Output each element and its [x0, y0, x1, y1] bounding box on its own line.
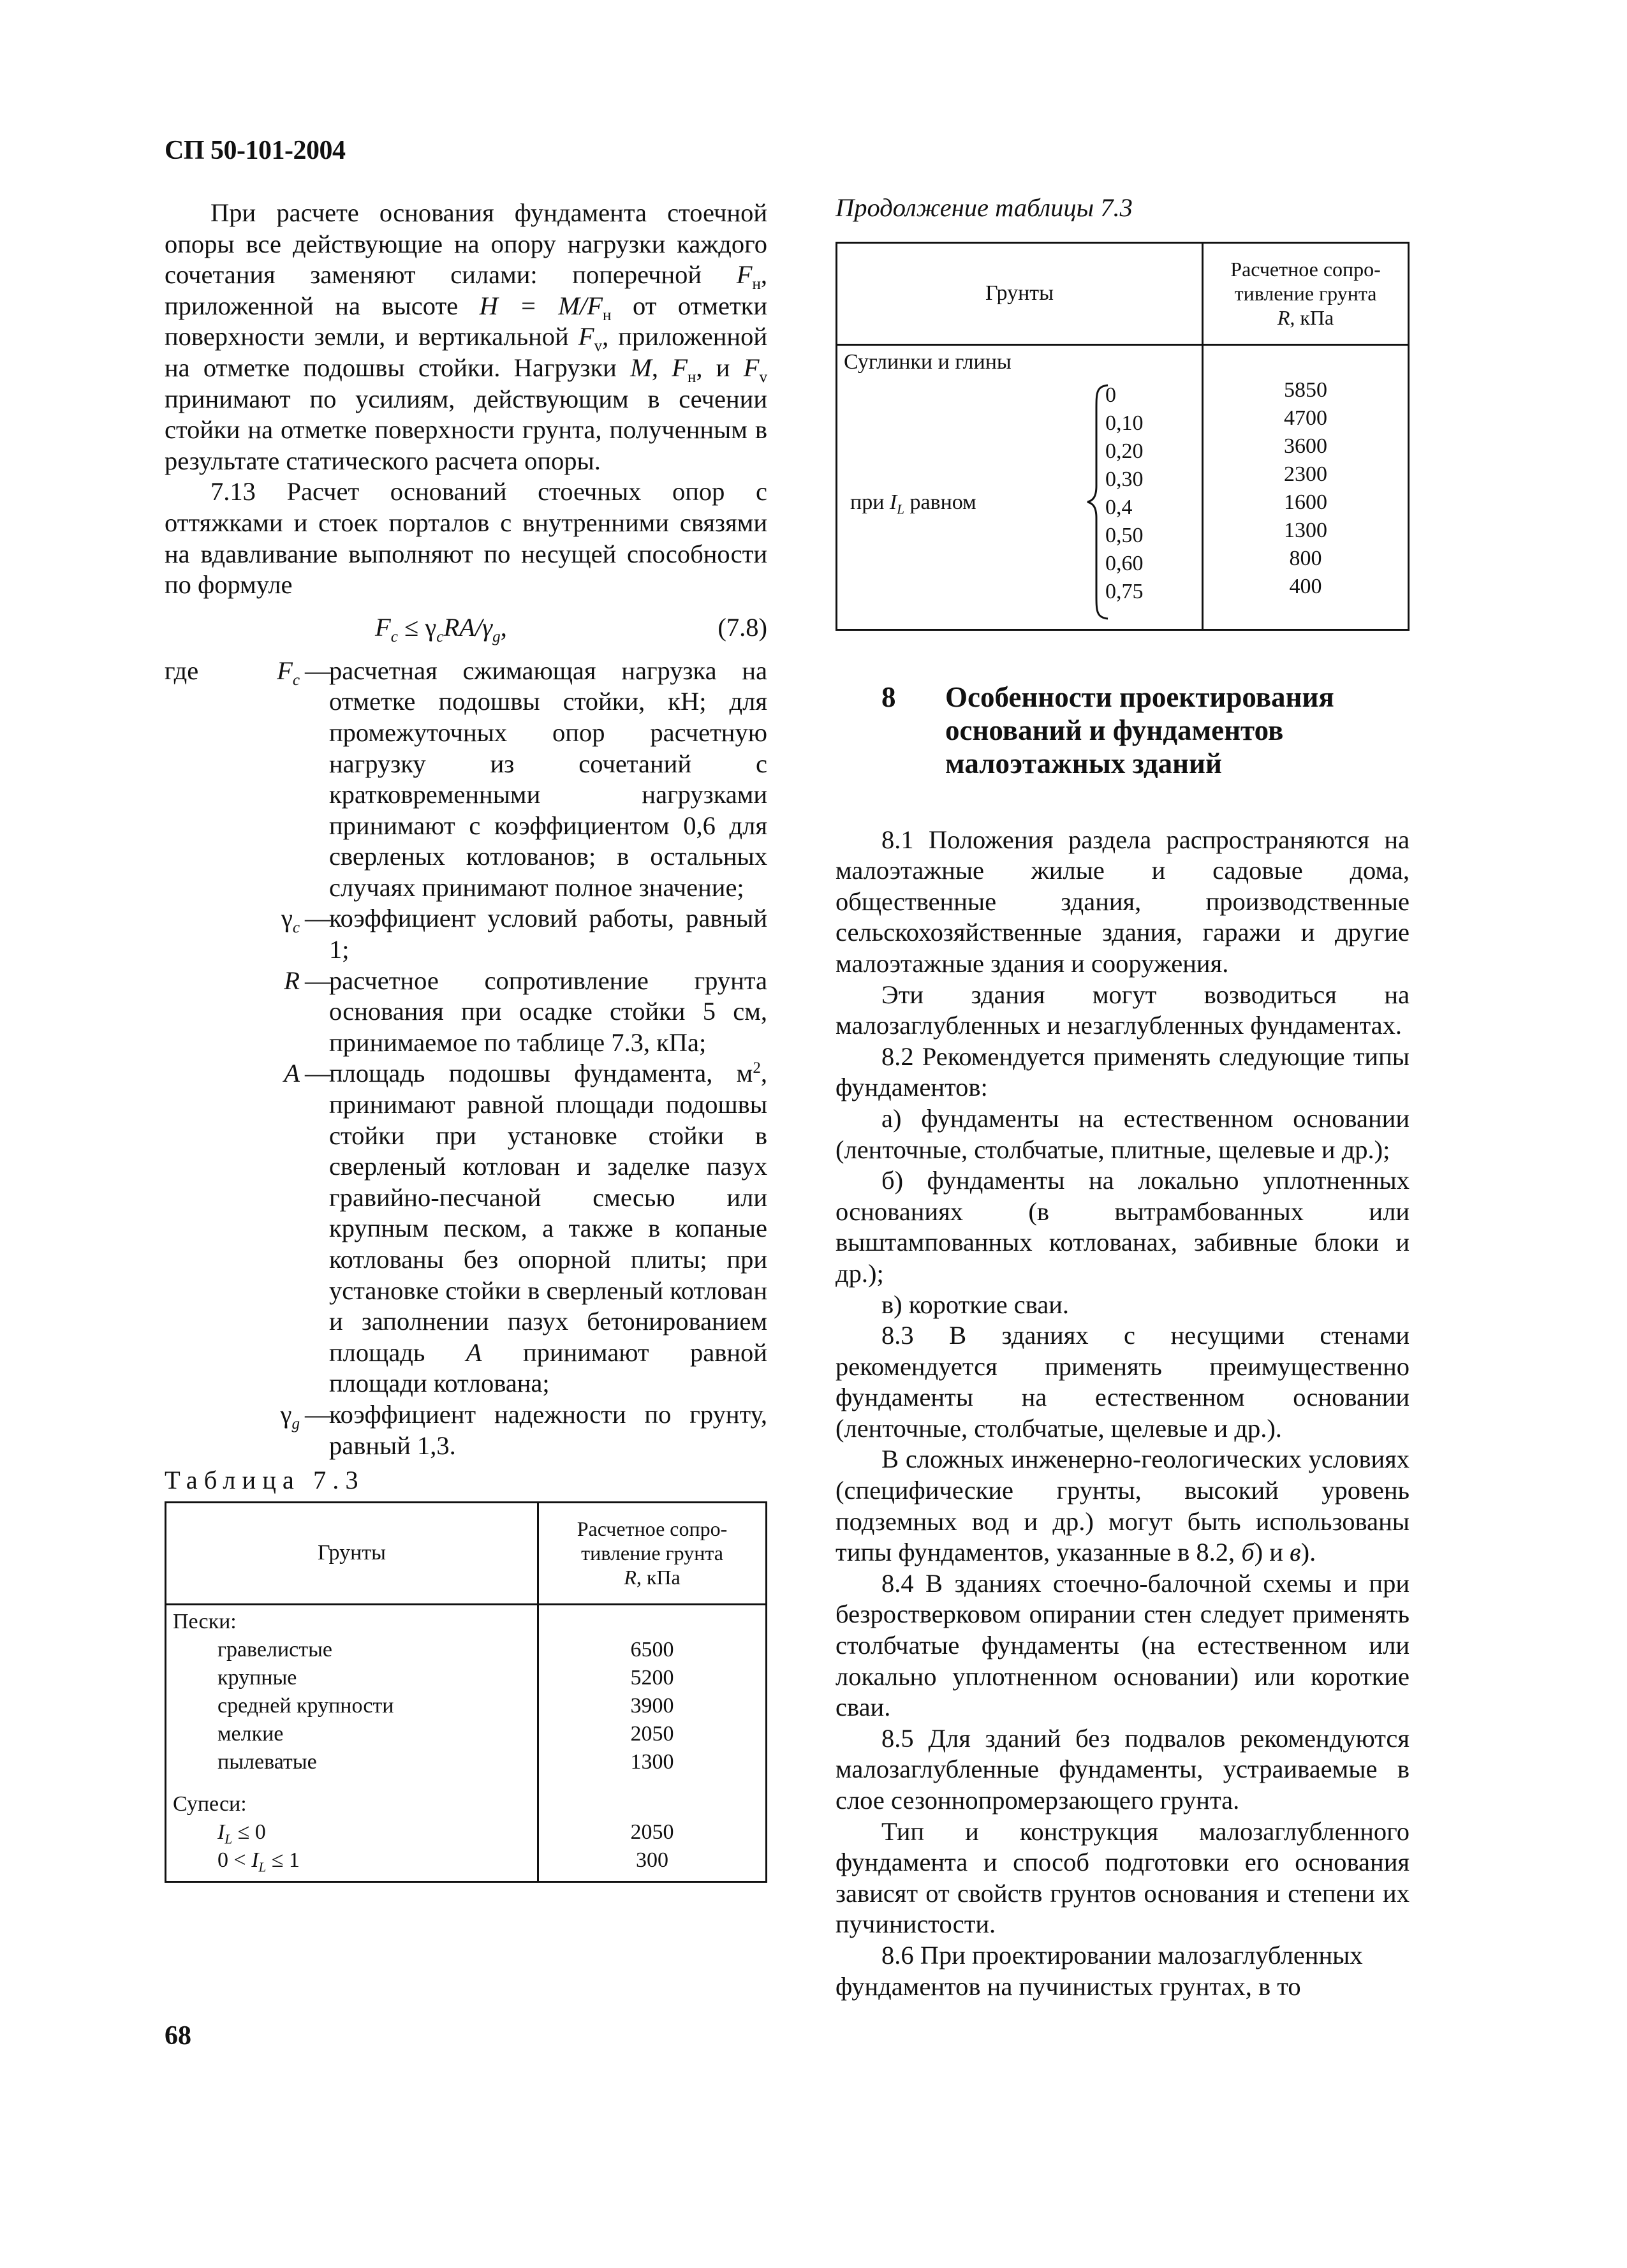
group-label: Пески:: [173, 1609, 237, 1633]
soil-type: мелкие: [217, 1721, 284, 1746]
definition-text: коэффициент условий работы, равный 1;: [329, 904, 767, 964]
section-title: Особенности проектирования оснований и фундаментов малоэтажных зданий: [945, 681, 1334, 779]
resistance-value: 1300: [1284, 518, 1328, 542]
table-7-3-continuation: [836, 242, 1410, 631]
formula-number: (7.8): [718, 612, 767, 642]
definitions-list: [165, 656, 767, 1461]
right-column: [836, 193, 1410, 2002]
resistance-value: 3900: [630, 1693, 674, 1718]
table-header-row: [166, 1502, 767, 1604]
resistance-value: 800: [1289, 546, 1322, 570]
resistance-value: 1600: [1284, 490, 1328, 514]
definition-text: расчетная сжимающая нагрузка на отметке подошвы стойки, кН; для промежуточных опор расчетную нагрузку из сочетаний с кратковременными нагрузками принимают с коэффициентом 0,6 для сверленых котлованов; в остальных случаях принимают полное значение;: [329, 656, 767, 902]
group-label: Суглинки и глины: [844, 350, 1012, 374]
list-item-8-2c: в) короткие сваи.: [881, 1290, 1070, 1319]
resistance-column: [538, 1604, 767, 1881]
resistance-column: [1203, 344, 1409, 630]
soil-type: крупные: [217, 1665, 297, 1690]
resistance-value: 6500: [630, 1637, 674, 1661]
section-8-heading: [836, 681, 1410, 780]
list-item-8-2b: б) фундаменты на локально уплотненных основаниях (в вытрамбованных или выштампованных котлованах, забивные блоки и др.);: [836, 1166, 1410, 1288]
paragraph-8-1b: Эти здания могут возводиться на малозаглубленных и незаглубленных фундаментах.: [836, 980, 1410, 1040]
list-item-8-2a: а) фундаменты на естественном основании (ленточные, столбчатые, плитные, щелевые и др.);: [836, 1103, 1410, 1164]
table-body-row: [837, 344, 1409, 630]
soil-type: $0 < I_L \le 1$: [217, 1848, 300, 1875]
definition-symbol: $\gamma_c$: [281, 904, 300, 937]
column-header-resistance: Расчетное сопро- тивление грунта R, кПа: [1203, 242, 1409, 344]
liquidity-index-values: 0 0,10 0,20 0,30 0,4 0,50 0,60 0,75: [1105, 383, 1144, 603]
column-header-soil: Грунты: [837, 242, 1203, 344]
soil-type: $I_L \le 0$: [217, 1820, 266, 1847]
resistance-value: 2300: [1284, 462, 1328, 486]
paragraph-pole-foundation: При расчете основания фундамента стоечной опоры все действующие на опору нагрузки каждого сочетания заменяют силами: поперечной $F_н$, приложенной на высоте $H = M/F_н$ от отметки поверхности земли, и вертикальной $F_v$, приложенной на отметке подошвы стойки. Нагрузки M, $F_н$, и $F_v$ принимают по усилиям, действующим в сечении стойки на отметке поверхности грунта, полученным в результате статического расчета опоры.: [165, 198, 768, 475]
resistance-value: 3600: [1284, 434, 1328, 458]
resistance-value: 2050: [630, 1721, 674, 1746]
table-7-3-title: Таблица 7.3: [165, 1466, 365, 1495]
resistance-value: 4700: [1284, 406, 1328, 430]
section-number: 8: [881, 681, 896, 713]
definition-symbol: R: [284, 966, 300, 995]
column-header-soil: Грунты: [166, 1502, 538, 1604]
definition-item: R — расчетное сопротивление грунта основания при осадке стойки 5 см, принимаемое по таблице 7.3, кПа;: [165, 966, 767, 1059]
resistance-value: 2050: [630, 1820, 674, 1844]
definition-text: коэффициент надежности по грунту, равный 1,3.: [329, 1399, 767, 1460]
definition-text: площадь подошвы фундамента, $м^2$, принимают равной площади подошвы стойки при установке стойки в сверленый котлован и заделке пазух гравийно-песчаной смесью или крупным песком, а также в копаные котлованы без опорной плиты; при установке стойки в сверленый котлован и заполнении пазух бетонированием площадь A принимают равной площади котлована;: [329, 1059, 767, 1398]
paragraph-8-3b: В сложных инженерно-геологических условиях (специфические грунты, высокий уровень подземных вод и др.) могут быть использованы типы фундаментов, указанные в 8.2, б) и в).: [836, 1445, 1410, 1567]
table-continuation-title: Продолжение таблицы 7.3: [836, 193, 1133, 222]
where-label: где: [165, 656, 199, 685]
resistance-value: 400: [1289, 574, 1322, 598]
paragraph-8-5b: Тип и конструкция малозаглубленного фундамента и способ подготовки его основания зависят от свойств грунтов основания и степени их пучинистости.: [836, 1816, 1410, 1939]
paragraph-8-1: 8.1 Положения раздела распространяются на малоэтажные жилые и садовые дома, общественные здания, производственные сельскохозяйственные здания, гаражи и другие малоэтажные здания и сооружения.: [836, 825, 1410, 978]
column-header-resistance: Расчетное сопро- тивление грунта R, кПа: [538, 1502, 767, 1604]
soil-column: [837, 344, 1203, 630]
paragraph-8-6: 8.6 При проектировании малозаглубленных фундаментов на пучинистых грунтах, в то: [836, 1940, 1363, 2001]
definition-item: A — площадь подошвы фундамента, $м^2$, принимают равной площади подошвы стойки при установке стойки в сверленый котлован и заделке пазух гравийно-песчаной смесью или крупным песком, а также в копаные котлованы без опорной плиты; при установке стойки в сверленый котлован и заполнении пазух бетонированием площадь A принимают равной площади котлована;: [165, 1058, 767, 1399]
liquidity-index-label: при $I_L$ равном: [850, 490, 976, 517]
group-label: Супеси:: [173, 1792, 247, 1816]
paragraph-8-4: 8.4 В зданиях стоечно-балочной схемы и при безростверковом опирании стен следует применять столбчатые фундаменты (на естественном или локально уплотненном основании) или короткие сваи.: [836, 1568, 1410, 1722]
resistance-value: 300: [636, 1848, 669, 1872]
soil-type: пылеватые: [217, 1749, 317, 1774]
paragraph-7-13: 7.13 Расчет оснований стоечных опор с оттяжками и стоек порталов с внутренними связями на вдавливание выполняют по несущей способности по формуле: [165, 477, 767, 600]
resistance-value: 1300: [630, 1749, 674, 1774]
soil-type: гравелистые: [217, 1637, 333, 1661]
paragraph-8-2: 8.2 Рекомендуется применять следующие типы фундаментов:: [836, 1042, 1410, 1102]
paragraph-8-5: 8.5 Для зданий без подвалов рекомендуются малозаглубленные фундаменты, устраиваемые в слое сезоннопромерзающего грунта.: [836, 1723, 1410, 1815]
page-number: 68: [165, 2021, 191, 2051]
formula-7-8: [165, 610, 767, 648]
soil-column: [166, 1604, 538, 1881]
table-header-row: [837, 242, 1409, 344]
definition-symbol: A: [284, 1059, 300, 1088]
table-7-3: [165, 1501, 767, 1883]
paragraph-8-3: 8.3 В зданиях с несущими стенами рекомендуется применять преимущественно фундаменты на естественном основании (ленточные, столбчатые, щелевые и др.).: [836, 1321, 1410, 1443]
definition-item: где $F_c$ — расчетная сжимающая нагрузка на отметке подошвы стойки, кН; для промежуточных опор расчетную нагрузку из сочетаний с кратковременными нагрузками принимают с коэффициентом 0,6 для сверленых котлованов; в остальных случаях принимают полное значение;: [165, 656, 767, 904]
left-column: [165, 198, 767, 1883]
definition-symbol: $F_c$: [277, 656, 300, 689]
resistance-value: 5200: [630, 1665, 674, 1690]
document-id-header: СП 50-101-2004: [165, 136, 346, 165]
table-body-row: [166, 1604, 767, 1881]
definition-text: расчетное сопротивление грунта основания при осадке стойки 5 см, принимаемое по таблице 7.3, кПа;: [329, 966, 767, 1057]
formula-expression: $F_c \le \gamma_cRA/\gamma_g$,: [375, 612, 507, 645]
resistance-value: 5850: [1284, 378, 1328, 402]
definition-item: $\gamma_g$ — коэффициент надежности по грунту, равный 1,3.: [165, 1399, 767, 1461]
definition-item: $\gamma_c$ — коэффициент условий работы, равный 1;: [165, 903, 767, 965]
definition-symbol: $\gamma_g$: [280, 1399, 300, 1432]
soil-type: средней крупности: [217, 1693, 394, 1718]
